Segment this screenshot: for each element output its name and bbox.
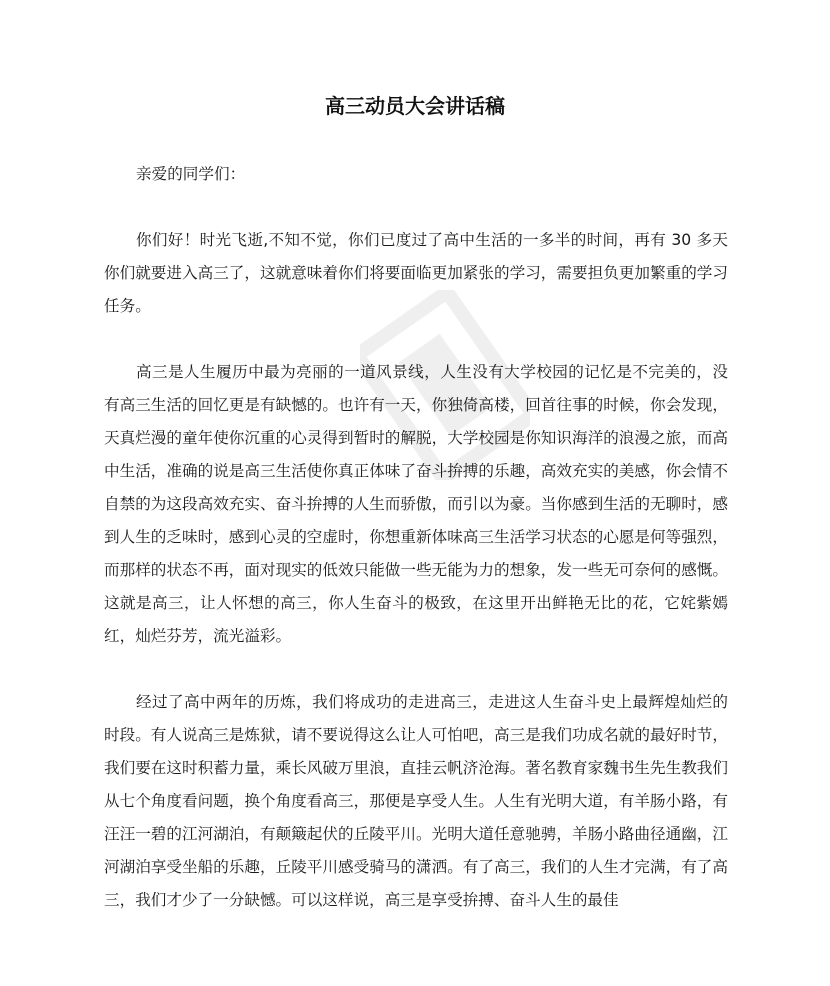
document-body [104,158,728,917]
document-title: 高三动员大会讲话稿 [325,94,505,118]
paragraph-2: 高三是人生履历中最为亮丽的一道风景线，人生没有大学校园的记忆是不完美的，没有高三生活的回忆更是有缺憾的。也许有一天，你独倚高楼，回首往事的时候，你会发现，天真烂漫的童年使你沉重的心灵得到暂时的解脱，大学校园是你知识海洋的浪漫之旅，而高中生活，准确的说是高三生活使你真正体味了奋斗拚搏的乐趣，高效充实的美感，你会情不自禁的为这段高效充实、奋斗拚搏的人生而骄傲，而引以为豪。当你感到生活的无聊时，感到人生的乏味时，感到心灵的空虚时，你想重新体味高三生活学习状态的心愿是何等强烈，而那样的状态不再，面对现实的低效只能做一些无能为力的想象，发一些无可奈何的感慨。这就是高三，让人怀想的高三，你人生奋斗的极致，在这里开出鲜艳无比的花，它姹紫嫣红，灿烂芬芳，流光溢彩。 [104,363,728,645]
salutation: 亲爱的同学们： [136,165,246,183]
paragraph-1: 你们好！时光飞逝,不知不觉，你们已度过了高中生活的一多半的时间，再有 30 多天你们就要进入高三了，这就意味着你们将要面临更加紧张的学习，需要担负更加繁重的学习任务。 [104,231,728,315]
paragraph-3: 经过了高中两年的历炼，我们将成功的走进高三，走进这人生奋斗史上最辉煌灿烂的时段。有人说高三是炼狱，请不要说得这么让人可怕吧，高三是我们功成名就的最好时节，我们要在这时积蓄力量，乘长风破万里浪，直挂云帆济沧海。著名教育家魏书生先生教我们从七个角度看问题，换个角度看高三，那便是享受人生。人生有光明大道，有羊肠小路，有汪汪一碧的江河湖泊，有颠簸起伏的丘陵平川。光明大道任意驰骋，羊肠小路曲径通幽，江河湖泊享受坐船的乐趣，丘陵平川感受骑马的潇洒。有了高三，我们的人生才完满，有了高三，我们才少了一分缺憾。可以这样说，高三是享受拚搏、奋斗人生的最佳 [104,693,728,909]
